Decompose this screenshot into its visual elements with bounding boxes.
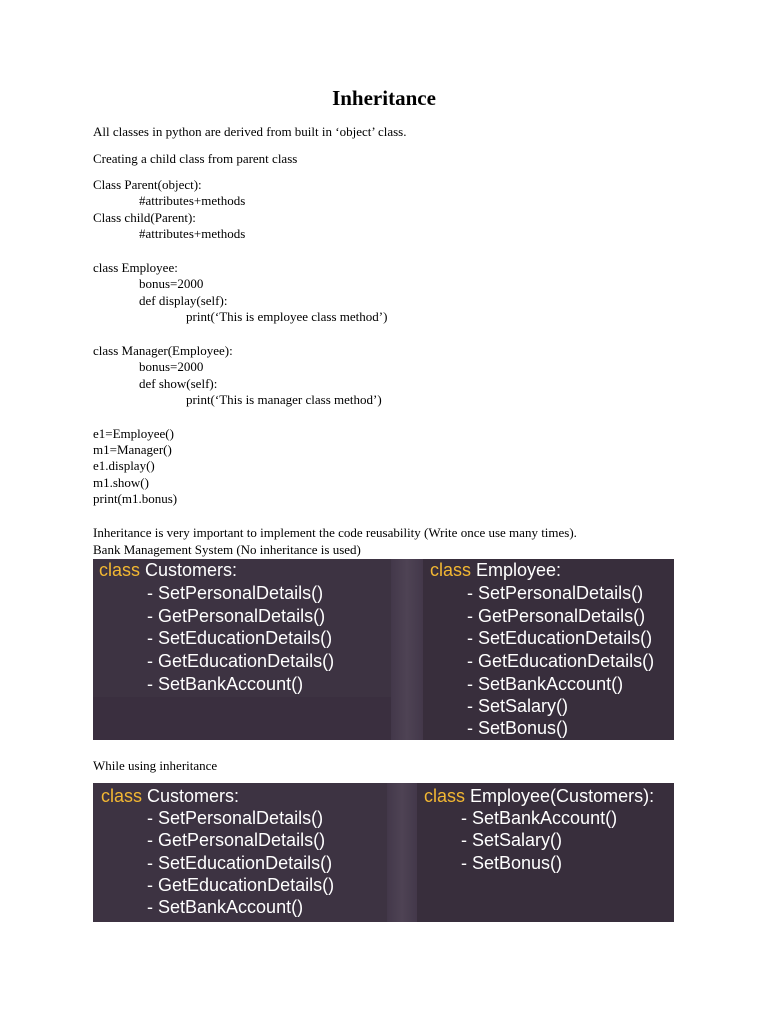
customers-method: - GetPersonalDetails() [147, 606, 326, 626]
employee-method: - GetEducationDetails() [467, 651, 655, 671]
customers-method: - SetEducationDetails() [147, 628, 333, 648]
reuse-text: Inheritance is very important to implement the code reusability (Write once use many times). [93, 525, 577, 540]
employee-class-header: class Employee: [430, 560, 562, 580]
usage-code-line-3: e1.display() [93, 458, 155, 473]
customers-method: - SetBankAccount() [147, 674, 304, 694]
syntax-line-2: #attributes+methods [139, 193, 246, 208]
syntax-line-1: Class Parent(object): [93, 177, 202, 192]
employee-method: - SetSalary() [461, 830, 563, 850]
employee-code-line-2: bonus=2000 [139, 276, 204, 291]
employee-code-line-3: def display(self): [139, 293, 228, 308]
page-title: Inheritance [332, 86, 436, 110]
employee-method: - SetBonus() [461, 853, 563, 873]
employee-method: - GetPersonalDetails() [467, 606, 646, 626]
usage-code-line-2: m1=Manager() [93, 442, 172, 457]
customers-method: - GetEducationDetails() [147, 875, 335, 895]
employee-method: - SetBankAccount() [461, 808, 618, 828]
customers-method: - GetPersonalDetails() [147, 830, 326, 850]
manager-code-line-2: bonus=2000 [139, 359, 204, 374]
intro-line-2: Creating a child class from parent class [93, 151, 298, 166]
no-inheritance-panel [93, 559, 674, 740]
employee-method: - SetBankAccount() [467, 674, 624, 694]
customers-method: - SetPersonalDetails() [147, 583, 324, 603]
employee-method: - SetSalary() [467, 696, 569, 716]
customers-method: - SetBankAccount() [147, 897, 304, 917]
inherit-heading: While using inheritance [93, 758, 218, 773]
usage-code-line-5: print(m1.bonus) [93, 491, 178, 506]
bank-heading: Bank Management System (No inheritance is used) [93, 542, 361, 557]
syntax-line-4: #attributes+methods [139, 226, 246, 241]
employee-method: - SetEducationDetails() [467, 628, 653, 648]
customers-class-header: class Customers: [99, 560, 238, 580]
customers-method: - GetEducationDetails() [147, 651, 335, 671]
syntax-line-3: Class child(Parent): [93, 210, 196, 225]
customers-class-header: class Customers: [101, 786, 240, 806]
employee-class-header: class Employee(Customers): [424, 786, 655, 806]
manager-code-line-3: def show(self): [139, 376, 218, 391]
inheritance-panel [93, 783, 674, 922]
usage-code-line-1: e1=Employee() [93, 426, 174, 441]
manager-code-line-4: print(‘This is manager class method’) [186, 392, 382, 407]
employee-code-line-1: class Employee: [93, 260, 178, 275]
customers-method: - SetEducationDetails() [147, 853, 333, 873]
panel-divider [387, 783, 417, 922]
employee-code-line-4: print(‘This is employee class method’) [186, 309, 388, 324]
employee-method: - SetBonus() [467, 718, 569, 738]
employee-method: - SetPersonalDetails() [467, 583, 644, 603]
panel-divider [391, 559, 423, 740]
usage-code-line-4: m1.show() [93, 475, 149, 490]
manager-code-line-1: class Manager(Employee): [93, 343, 233, 358]
intro-line-1: All classes in python are derived from built in ‘object’ class. [93, 124, 407, 139]
customers-method: - SetPersonalDetails() [147, 808, 324, 828]
